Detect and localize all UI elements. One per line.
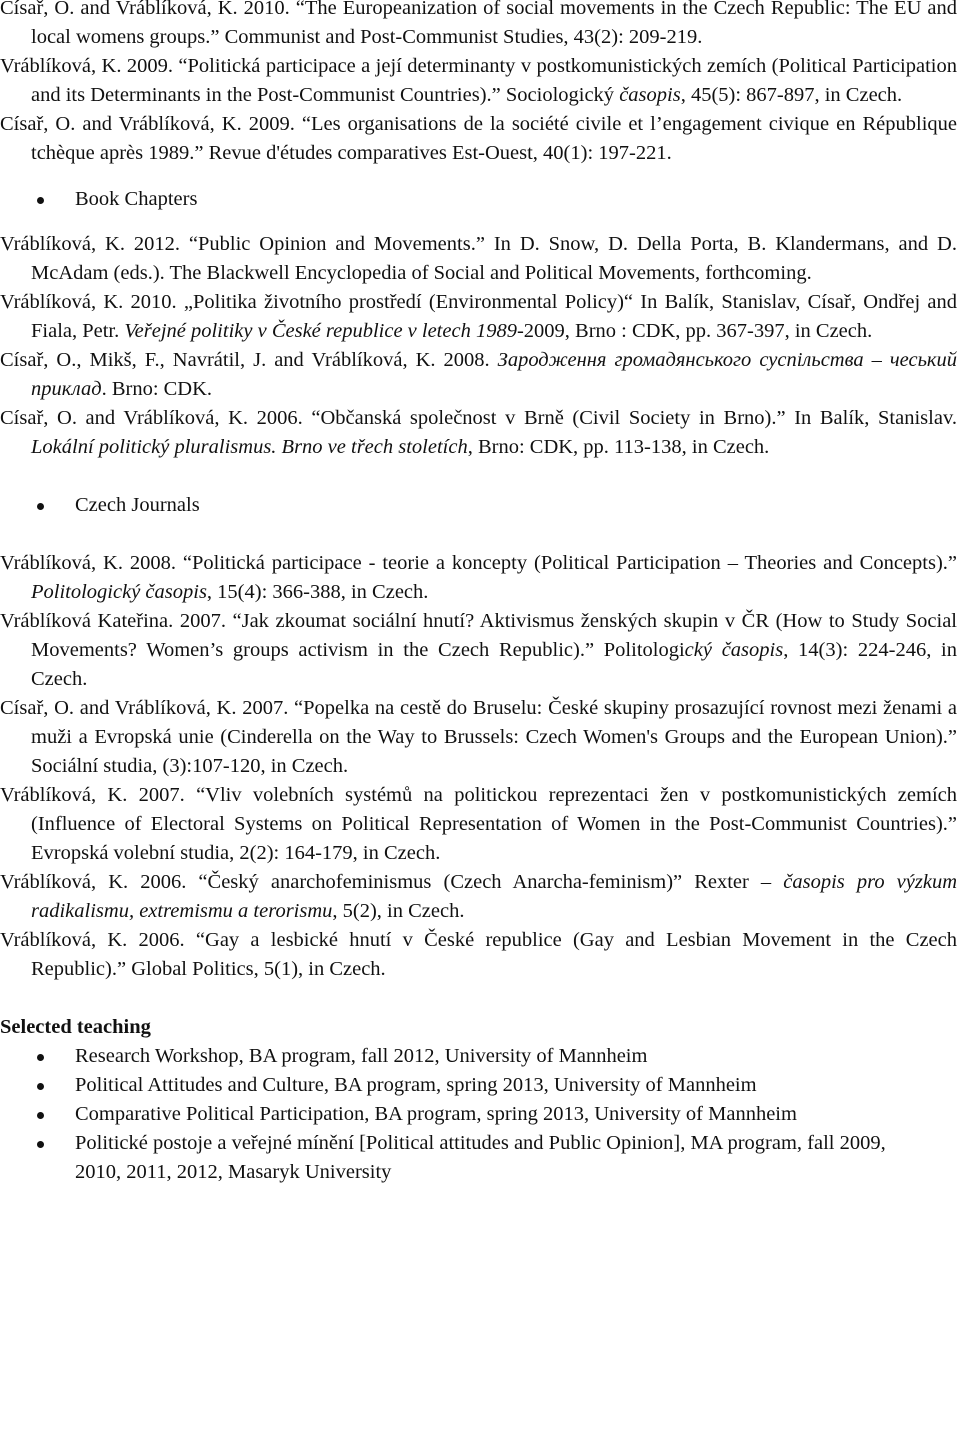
reference-entry [0,230,957,288]
reference-text: časopis pro výzkum radikalismu, extremismu a terorismu [31,871,958,922]
teaching-heading: Selected teaching [0,1016,151,1038]
reference-entry [0,0,957,52]
book-chapters-heading-text: Book Chapters [75,188,198,210]
bullet-icon [37,503,44,510]
reference-text: Císař, O. and Vráblíková, K. 2009. “Les organisations de la société civile et l’engagement civique en République tchèque après 1989.” Revue d'études comparatives Est-Ouest, 40(1): 197-221. [0,113,957,164]
reference-entry [0,110,957,168]
reference-text: , 15(4): 366-388, in Czech. [206,581,429,603]
reference-entry [0,288,957,346]
bullet-icon [37,1083,44,1090]
reference-text: Lokální politický pluralismus. Brno ve třech stoletích [31,436,468,458]
teaching-list [0,1042,960,1187]
reference-entry [0,404,957,462]
bullet-icon [37,197,44,204]
teaching-item-text: Research Workshop, BA program, fall 2012, University of Mannheim [75,1045,648,1067]
teaching-item-text: Comparative Political Participation, BA program, spring 2013, University of Mannheim [75,1103,797,1125]
reference-entry [0,549,957,607]
czech-journals-list [0,549,960,984]
reference-text: Vráblíková, K. 2012. “Public Opinion and Movements.” In D. Snow, D. Della Porta, B. Klandermans, and D. McAdam (eds.). The Blackwell Encyclopedia of Social and Political Movements, forthcoming. [0,233,957,284]
reference-text: časopis [619,84,681,106]
reference-text: , 45(5): 867-897, in Czech. [680,84,903,106]
reference-entry [0,52,957,110]
teaching-item-text: Politické postoje a veřejné mínění [Political attitudes and Public Opinion], MA program, fall 2009, 2010, 2011, 2012, Masaryk University [75,1132,886,1183]
teaching-item [0,1129,895,1187]
reference-entry [0,694,957,781]
reference-entry [0,781,957,868]
reference-text: Vráblíková, K. 2008. “Politická participace - teorie a koncepty (Political Participation – Theories and Concepts).” [0,552,957,574]
reference-text: Císař, O. and Vráblíková, K. 2007. “Popelka na cestě do Bruselu: České skupiny prosazující rovnost mezi ženami a muži a Evropská unie (Cinderella on the Way to Brussels: Czech Women's Groups and the European Union).” Sociální studia, (3):107-120, in Czech. [0,697,957,777]
reference-entry [0,868,957,926]
book-chapters-list [0,230,960,462]
teaching-item-text: Political Attitudes and Culture, BA program, spring 2013, University of Mannheim [75,1074,757,1096]
bullet-icon [37,1141,44,1148]
reference-entry [0,607,957,694]
reference-text: Císař, O., Mikš, F., Navrátil, J. and Vráblíková, K. 2008. [0,349,498,371]
reference-text: Vráblíková, K. 2010. „Politika životního prostředí (Environmental Policy)“ In Balík, Stanislav, Císař, Ondřej and Fiala, Petr. [0,291,957,342]
teaching-item [0,1071,895,1100]
teaching-item [0,1100,895,1129]
reference-text: . Brno: CDK. [101,378,213,400]
reference-text: Císař, O. and Vráblíková, K. 2006. “Občanská společnost v Brně (Civil Society in Brno).” In Balík, Stanislav. [0,407,957,429]
book-chapters-heading [0,185,960,214]
bullet-icon [37,1054,44,1061]
czech-journals-heading [0,491,960,520]
reference-text: , 14(3): 224-246, in Czech. [31,639,958,690]
reference-text: Зародження громадянського суспільства – чеський приклад [31,349,958,400]
teaching-item [0,1042,895,1071]
reference-text: Vráblíková, K. 2009. “Politická participace a její determinanty v postkomunistických zemích (Political Participation and its Determinants in the Post-Communist Countries).” Sociologický [0,55,957,106]
reference-text: Císař, O. and Vráblíková, K. 2010. “The Europeanization of social movements in the Czech Republic: The EU and local womens groups.” Communist and Post-Communist Studies, 43(2): 209-219. [0,0,957,48]
reference-text: 2009, Brno : CDK, pp. 367-397, in Czech. [523,320,873,342]
reference-text: Politologický časopis [31,581,207,603]
reference-entry [0,346,957,404]
reference-entry [0,926,957,984]
articles-top-list [0,0,960,168]
reference-text: Veřejné politiky v České republice v letech 1989- [124,320,524,342]
czech-journals-heading-text: Czech Journals [75,494,200,516]
bullet-icon [37,1112,44,1119]
reference-text: Vráblíková Kateřina. 2007. “Jak zkoumat sociální hnutí? Aktivismus ženských skupin v ČR (How to Study Social Movements? Women’s groups activism in the Czech Republic).” Politologi [0,610,957,661]
section-spacer [0,462,960,491]
reference-text: , 5(2), in Czech. [332,900,465,922]
reference-text: Vráblíková, K. 2006. “Gay a lesbické hnutí v České republice (Gay and Lesbian Movement in the Czech Republic).” Global Politics, 5(1), in Czech. [0,929,957,980]
reference-text: , Brno: CDK, pp. 113-138, in Czech. [467,436,770,458]
reference-text: Vráblíková, K. 2007. “Vliv volebních systémů na politickou reprezentaci žen v postkomunistických zemích (Influence of Electoral Systems on Political Representation of Women in the Post-Communist Countries).” Evropská volební studia, 2(2): 164-179, in Czech. [0,784,957,864]
reference-text: Vráblíková, K. 2006. “Český anarchofeminismus (Czech Anarcha-feminism)” Rexter – [0,871,784,893]
reference-text: cký časopis [684,639,784,661]
